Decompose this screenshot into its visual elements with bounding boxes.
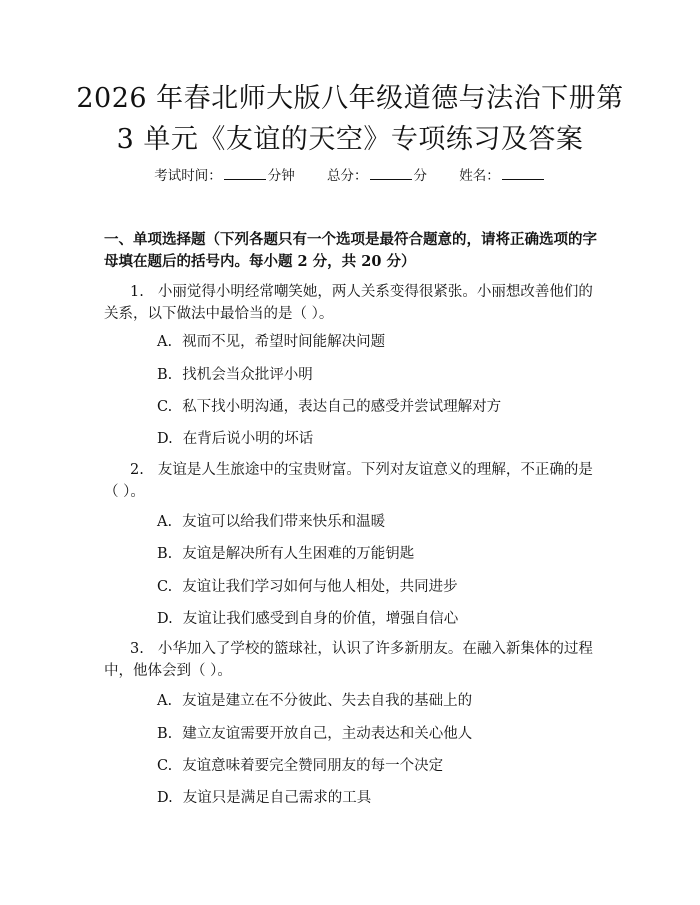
title-line-1: 2026 年春北师大版八年级道德与法治下册第 (76, 83, 624, 114)
option-letter: C. (157, 579, 173, 595)
option-letter: D. (157, 790, 173, 806)
question-3-option-b (157, 723, 607, 745)
option-letter: C. (157, 399, 173, 415)
exam-time (154, 166, 295, 186)
option-text: 友谊只是满足自己需求的工具 (182, 790, 372, 806)
student-name-blank (502, 166, 544, 180)
option-letter: A. (157, 334, 173, 350)
student-name-label: 姓名： (459, 168, 500, 184)
question-1 (104, 281, 604, 325)
exam-time-unit: 分钟 (267, 168, 295, 184)
option-letter: C. (157, 758, 173, 774)
option-text: 建立友谊需要开放自己，主动表达和关心他人 (182, 726, 473, 742)
option-text: 友谊可以给我们带来快乐和温暖 (182, 514, 386, 530)
exam-time-label: 考试时间： (154, 168, 222, 184)
exam-time-blank (224, 166, 266, 180)
total-score-label: 总分： (327, 168, 368, 184)
question-number: 3. (130, 641, 144, 657)
total-score-blank (370, 166, 412, 180)
option-text: 友谊让我们感受到自身的价值，增强自信心 (182, 611, 459, 627)
option-text: 友谊是建立在不分彼此、失去自我的基础上的 (182, 693, 473, 709)
question-2-option-a (157, 511, 607, 533)
option-letter: B. (157, 726, 173, 742)
option-text: 私下找小明沟通，表达自己的感受并尝试理解对方 (182, 399, 502, 415)
question-1-option-c (157, 396, 607, 418)
option-letter: D. (157, 431, 173, 447)
question-3-option-c (157, 755, 607, 777)
exam-info-line (0, 166, 700, 186)
option-text: 友谊是解决所有人生困难的万能钥匙 (182, 546, 415, 562)
total-score-unit: 分 (413, 168, 427, 184)
option-text: 友谊意味着要完全赞同朋友的每一个决定 (182, 758, 444, 774)
question-2-option-d (157, 608, 607, 630)
question-3-option-d (157, 787, 607, 809)
option-text: 友谊让我们学习如何与他人相处，共同进步 (182, 579, 458, 595)
question-1-option-a (157, 331, 607, 353)
question-1-option-b (157, 364, 607, 386)
question-2-option-b (157, 543, 607, 565)
section-heading: 一、单项选择题（下列各题只有一个选项是最符合题意的，请将正确选项的字母填在题后的括号内。每小题 2 分，共 20 分） (104, 231, 597, 270)
question-1-option-d (157, 428, 607, 450)
student-name (459, 166, 546, 186)
document-title (60, 78, 640, 160)
option-letter: B. (157, 367, 173, 383)
option-letter: B. (157, 546, 173, 562)
question-3-option-a (157, 690, 607, 712)
question-number: 1. (130, 284, 144, 300)
option-text: 在背后说小明的坏话 (182, 431, 314, 447)
total-score (327, 166, 427, 186)
question-2 (104, 459, 604, 503)
option-text: 找机会当众批评小明 (182, 367, 313, 383)
question-2-option-c (157, 576, 607, 598)
question-stem: 友谊是人生旅途中的宝贵财富。下列对友谊意义的理解，不正确的是（ ）。 (104, 462, 593, 500)
option-letter: D. (157, 611, 173, 627)
question-stem: 小丽觉得小明经常嘲笑她，两人关系变得很紧张。小丽想改善他们的关系，以下做法中最恰当的是（ ）。 (104, 284, 593, 322)
title-line-2: 3 单元《友谊的天空》专项练习及答案 (116, 124, 584, 155)
option-text: 视而不见，希望时间能解决问题 (182, 334, 386, 350)
question-3 (104, 638, 604, 682)
option-letter: A. (157, 514, 173, 530)
question-stem: 小华加入了学校的篮球社，认识了许多新朋友。在融入新集体的过程中，他体会到（ ）。 (104, 641, 593, 679)
option-letter: A. (157, 693, 173, 709)
question-number: 2. (130, 462, 144, 478)
